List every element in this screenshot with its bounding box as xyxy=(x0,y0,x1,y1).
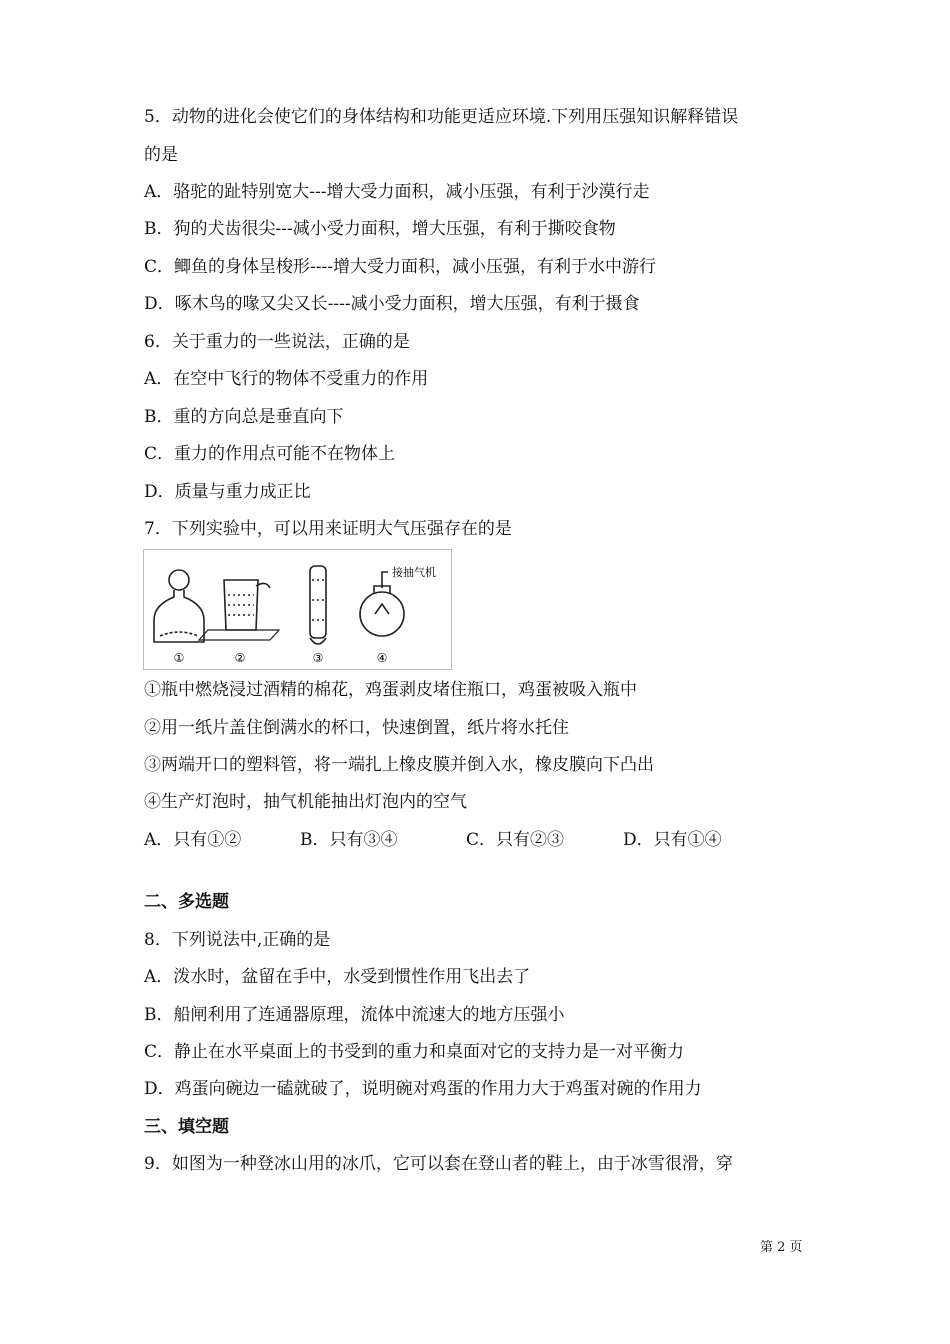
section-fill-in-blank: 三、填空题 xyxy=(144,1117,229,1137)
page-number: 第 2 页 xyxy=(760,1240,803,1255)
q6-option-a: A．在空中飞行的物体不受重力的作用 xyxy=(144,369,429,389)
q9-stem: 9．如图为一种登冰山用的冰爪，它可以套在登山者的鞋上，由于冰雪很滑，穿 xyxy=(144,1154,733,1174)
q8-option-d: D．鸡蛋向碗边一磕就破了，说明碗对鸡蛋的作用力大于鸡蛋对碗的作用力 xyxy=(144,1079,702,1099)
q6-stem: 6．关于重力的一些说法，正确的是 xyxy=(144,332,410,352)
q5-stem-line2: 的是 xyxy=(144,145,178,165)
q7-statement-4: ④生产灯泡时，抽气机能抽出灯泡内的空气 xyxy=(144,792,467,812)
q7-figure-drawing xyxy=(144,550,451,669)
q5-option-b: B．狗的犬齿很尖---减小受力面积，增大压强，有利于撕咬食物 xyxy=(144,219,616,239)
q6-option-b: B．重的方向总是垂直向下 xyxy=(144,407,344,427)
light-bulb-drawing xyxy=(360,572,404,636)
q7-option-c: C．只有②③ xyxy=(466,830,565,850)
q7-statement-3: ③两端开口的塑料管，将一端扎上橡皮膜并倒入水，橡皮膜向下凸出 xyxy=(144,755,654,775)
q8-option-a: A．泼水时，盆留在手中，水受到惯性作用飞出去了 xyxy=(144,967,531,987)
section-multiple-choice: 二、多选题 xyxy=(144,892,229,912)
q7-stem: 7．下列实验中，可以用来证明大气压强存在的是 xyxy=(144,519,512,539)
q5-option-a: A．骆驼的趾特别宽大---增大受力面积，减小压强，有利于沙漠行走 xyxy=(144,182,650,202)
pump-label: 接抽气机 xyxy=(392,567,436,579)
q5-option-c: C．鲫鱼的身体呈梭形----增大受力面积，减小压强，有利于水中游行 xyxy=(144,257,656,277)
q7-option-a: A．只有①② xyxy=(144,830,242,850)
q7-option-b: B．只有③④ xyxy=(300,830,398,850)
q8-stem: 8．下列说法中,正确的是 xyxy=(144,930,331,950)
q8-option-c: C．静止在水平桌面上的书受到的重力和桌面对它的支持力是一对平衡力 xyxy=(144,1042,685,1062)
q5-stem-line1: 5．动物的进化会使它们的身体结构和功能更适应环境.下列用压强知识解释错误 xyxy=(144,107,739,127)
figure-label-4: ④ xyxy=(376,651,388,665)
q7-experiment-figure xyxy=(143,549,452,670)
q5-option-d: D．啄木鸟的喙又尖又长----减小受力面积，增大压强，有利于摄食 xyxy=(144,294,640,314)
q8-option-b: B．船闸利用了连通器原理，流体中流速大的地方压强小 xyxy=(144,1005,565,1025)
figure-label-1: ① xyxy=(173,651,185,665)
q7-option-d: D．只有①④ xyxy=(623,830,722,850)
q7-statement-2: ②用一纸片盖住倒满水的杯口，快速倒置，纸片将水托住 xyxy=(144,718,569,738)
bottle-egg-drawing xyxy=(154,570,204,642)
q6-option-c: C．重力的作用点可能不在物体上 xyxy=(144,444,396,464)
q7-statement-1: ①瓶中燃烧浸过酒精的棉花，鸡蛋剥皮堵住瓶口，鸡蛋被吸入瓶中 xyxy=(144,680,637,700)
q6-option-d: D．质量与重力成正比 xyxy=(144,482,311,502)
cup-card-drawing xyxy=(199,580,279,640)
figure-label-3: ③ xyxy=(312,651,324,665)
figure-label-2: ② xyxy=(234,651,246,665)
tube-membrane-drawing xyxy=(310,566,326,644)
